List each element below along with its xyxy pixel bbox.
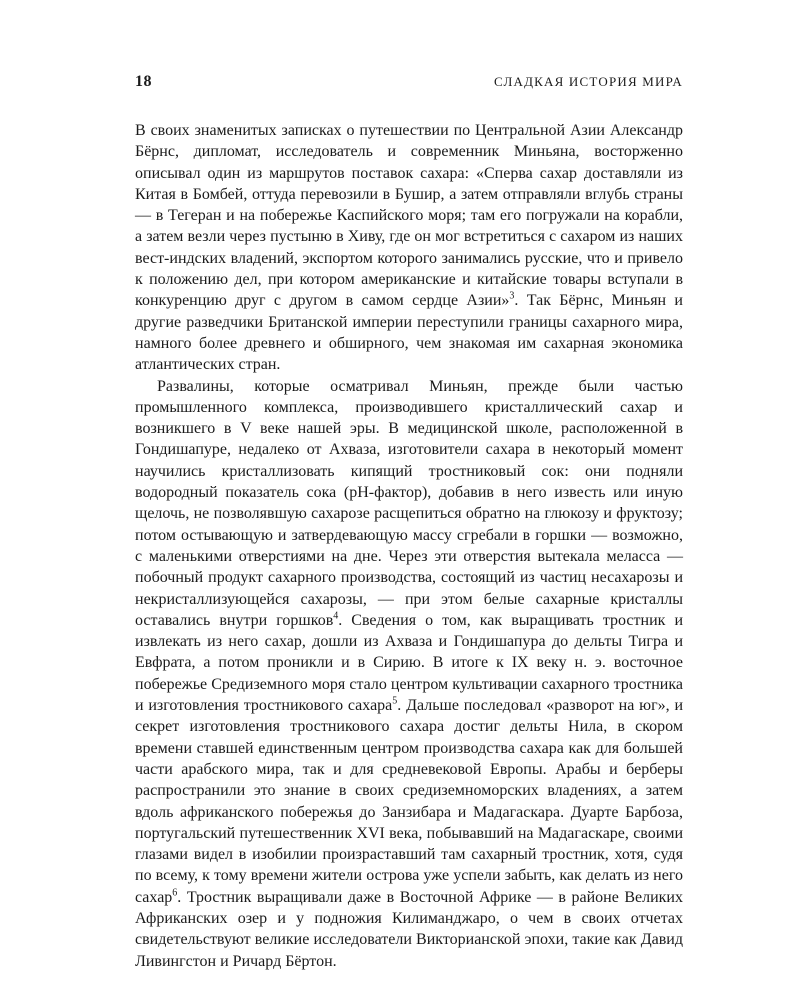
- footnote-ref: 6: [172, 887, 178, 899]
- footnote-ref: 5: [392, 695, 398, 707]
- paragraph: [135, 120, 683, 376]
- text-run: В своих знаменитых записках о путешествии по Центральной Азии Александр Бёрнс, дипломат, исследователь и современник Миньяна, восторженно описывал один из маршрутов поставок сахара: «Сперва сахар доставляли из Китая в Бомбей, оттуда перевозили в Бушир, а затем отправляли вглубь страны — в Тегеран и на побережье Каспийского моря; там его погружали на корабли, а затем везли через пустыню в Хиву, где он мог встретиться с сахаром из наших вест-индских владений, экспортом которого занимались русские, что и привело к положению дел, при котором американские и китайские товары вступали в конкуренцию друг с другом в самом сердце Азии»: [135, 122, 683, 310]
- running-head: [135, 73, 683, 93]
- text-run: . Дальше последовал «разворот на юг», и секрет изготовления тростникового сахара достиг дельты Нила, в скором времени ставшей единственным центром производства сахара как для большей части арабского мира, так и для средневековой Европы. Арабы и берберы распространили это знание в своих средиземноморских владениях, а затем вдоль африканского побережья до Занзибара и Мадагаскара. Дуарте Барбоза, португальский путешественник XVI века, побывавший на Мадагаскаре, своими глазами видел в изобилии произраставший там сахарный тростник, хотя, судя по всему, к тому времени жители острова уже успели забыть, как делать из него сахар: [135, 697, 684, 906]
- text-run: . Тростник выращивали даже в Восточной Африке — в районе Великих Африканских озер и у подножия Килиманджаро, о чем в своих отчетах свидетельствуют великие исследователи Викторианской эпохи, такие как Давид Ливингстон и Ричард Бёртон.: [135, 888, 683, 970]
- footnote-ref: 4: [333, 610, 339, 622]
- text-run: Развалины, которые осматривал Миньян, прежде были частью промышленного комплекса, производившего кристаллический сахар и возникшего в V веке нашей эры. В медицинской школе, расположенной в Гондишапуре, недалеко от Ахваза, изготовители сахара в некоторый момент научились кристаллизовать кипящий тростниковый сок: они подняли водородный показатель сока (pH-фактор), добавив в него известь или иную щелочь, не позволявшую сахарозе расщепиться обратно на глюкозу и фруктозу; потом остывающую и затвердевающую массу сгребали в горшки — возможно, с маленькими отверстиями на дне. Через эти отверстия вытекала меласса — побочный продукт сахарного производства, состоящий из частиц несахарозы и некристаллизующейся сахарозы, — при этом белые сахарные кристаллы оставались внутри горшков: [135, 377, 683, 629]
- text-run: . Сведения о том, как выращивать тростник и извлекать из него сахар, дошли из Ахваза и Гондишапура до дельты Тигра и Евфрата, а потом проникли и в Сирию. В итоге к IX веку н. э. восточное побережье Средиземного моря стало центром культивации сахарного тростника и изготовления тростникового сахара: [135, 611, 684, 715]
- book-title: СЛАДКАЯ ИСТОРИЯ МИРА: [493, 74, 683, 89]
- page-number: 18: [135, 73, 152, 90]
- paragraph: [135, 376, 683, 972]
- footnote-ref: 3: [509, 291, 515, 303]
- body-text: [135, 120, 683, 972]
- text-run: . Так Бёрнс, Миньян и другие разведчики Британской империи переступили границы сахарного мира, намного более древнего и обширного, чем знакомая им сахарная экономика атлантических стран.: [135, 292, 683, 374]
